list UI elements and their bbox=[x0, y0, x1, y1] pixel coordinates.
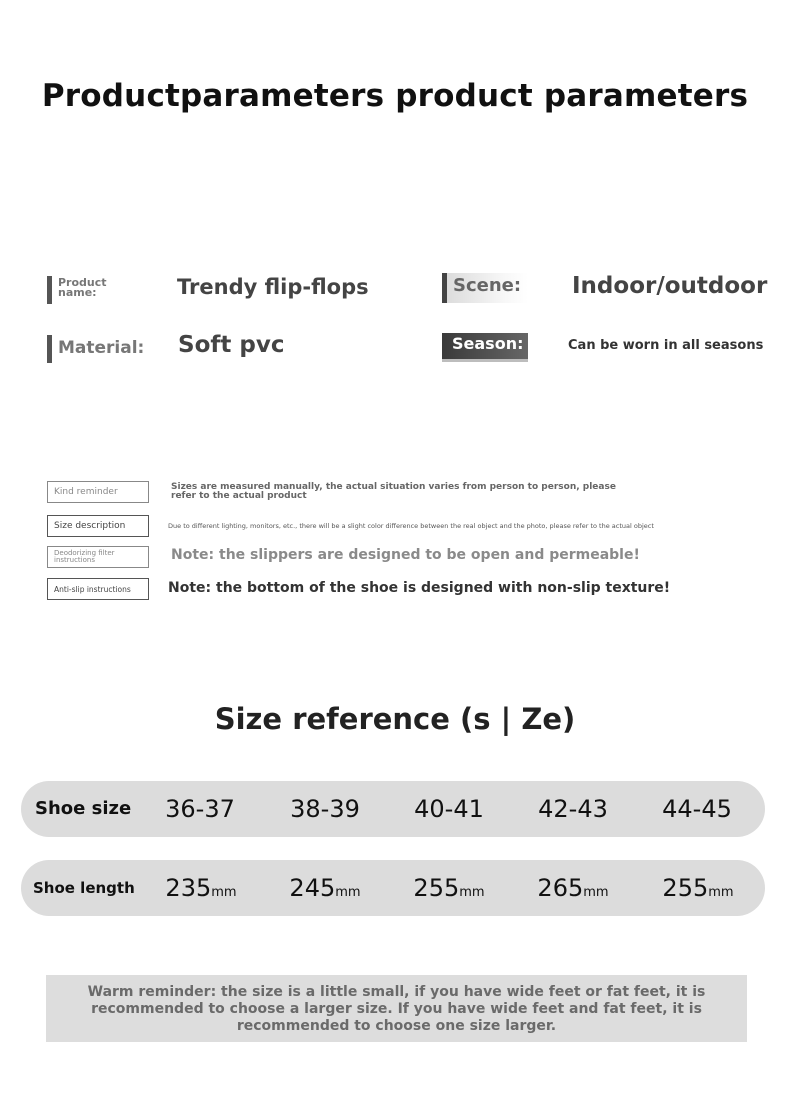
material-label: Material: bbox=[47, 335, 144, 363]
anti-slip-tag: Anti-slip instructions bbox=[47, 578, 149, 600]
scene-value: Indoor/outdoor bbox=[572, 273, 768, 299]
shoe-length-value: 255 bbox=[662, 874, 709, 902]
shoe-size-cell: 44-45 bbox=[662, 795, 732, 823]
kind-reminder-text: Sizes are measured manually, the actual situation varies from person to person, please refer to the actual product bbox=[171, 482, 616, 501]
season-value: Can be worn in all seasons bbox=[568, 338, 764, 353]
season-label: Season: bbox=[442, 333, 528, 362]
product-name-value: Trendy flip-flops bbox=[177, 275, 369, 299]
product-name-label: Product name: bbox=[47, 276, 117, 304]
unit-label: mm bbox=[335, 885, 361, 900]
size-description-text: Due to different lighting, monitors, etc., there will be a slight color difference between the real object and the photo, please refer to the actual object bbox=[168, 522, 654, 530]
shoe-size-label: Shoe size bbox=[35, 798, 132, 819]
shoe-length-value: 255 bbox=[413, 874, 460, 902]
size-reference-title: Size reference (s | Ze) bbox=[214, 702, 576, 736]
shoe-size-row bbox=[21, 781, 765, 837]
shoe-length-value: 265 bbox=[537, 874, 584, 902]
anti-slip-text: Note: the bottom of the shoe is designed with non-slip texture! bbox=[168, 580, 671, 596]
shoe-length-cell bbox=[394, 860, 504, 916]
page-title: Productparameters product parameters bbox=[41, 78, 749, 114]
kind-reminder-tag: Kind reminder bbox=[47, 481, 149, 503]
shoe-length-cell bbox=[270, 860, 380, 916]
shoe-size-cell: 42-43 bbox=[538, 795, 608, 823]
size-description-tag: Size description bbox=[47, 515, 149, 537]
shoe-size-cell: 40-41 bbox=[414, 795, 484, 823]
scene-label: Scene: bbox=[442, 273, 528, 303]
unit-label: mm bbox=[583, 885, 609, 900]
shoe-length-cell bbox=[518, 860, 628, 916]
unit-label: mm bbox=[459, 885, 485, 900]
unit-label: mm bbox=[708, 885, 734, 900]
shoe-length-row bbox=[21, 860, 765, 916]
unit-label: mm bbox=[211, 885, 237, 900]
warm-reminder: Warm reminder: the size is a little small, if you have wide feet or fat feet, it is recommended to choose a larger size. If you have wide feet and fat feet, it is recommended to choose one size larger. bbox=[46, 975, 747, 1042]
shoe-length-value: 235 bbox=[165, 874, 212, 902]
deodorizing-tag: Deodorizing filter instructions bbox=[47, 546, 149, 568]
material-value: Soft pvc bbox=[178, 332, 285, 358]
deodorizing-text: Note: the slippers are designed to be open and permeable! bbox=[171, 547, 640, 563]
shoe-size-cell: 36-37 bbox=[165, 795, 235, 823]
shoe-size-cell: 38-39 bbox=[290, 795, 360, 823]
shoe-length-cell bbox=[643, 860, 753, 916]
shoe-length-value: 245 bbox=[289, 874, 336, 902]
shoe-length-cell bbox=[146, 860, 256, 916]
shoe-length-label: Shoe length bbox=[33, 879, 135, 897]
